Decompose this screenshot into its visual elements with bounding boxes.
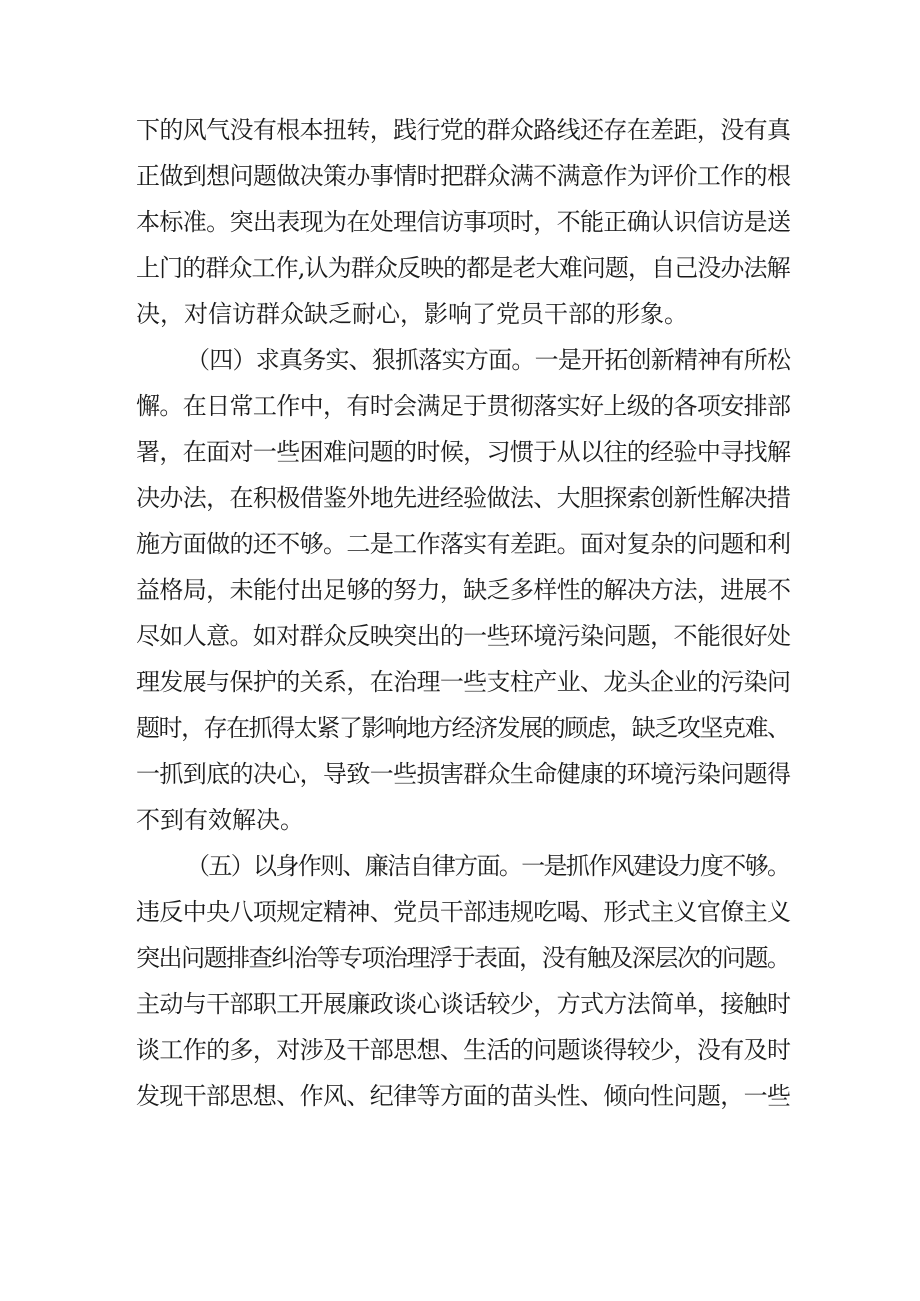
text-line: 下的风气没有根本扭转，践行党的群众路线还存在差距，没有真 [136,116,791,144]
text-line: 不到有效解决。 [136,806,304,834]
paragraph-3 [136,843,791,1119]
text-line: （四）求真务实、狠抓落实方面。一是开拓创新精神有所松 [186,346,791,374]
text-line: 一抓到底的决心，导致一些损害群众生命健康的环境污染问题得 [136,760,791,788]
text-line: 施方面做的还不够。二是工作落实有差距。面对复杂的问题和利 [136,530,791,558]
text-line: 违反中央八项规定精神、党员干部违规吃喝、形式主义官僚主义 [136,898,791,926]
paragraph-2 [136,337,791,843]
text-line: （五）以身作则、廉洁自律方面。一是抓作风建设力度不够。 [186,852,790,880]
text-line: 题时，存在抓得太紧了影响地方经济发展的顾虑，缺乏攻坚克难、 [136,714,790,742]
text-line: 益格局，未能付出足够的努力，缺乏多样性的解决方法，进展不 [136,576,791,604]
text-line: 发现干部思想、作风、纪律等方面的苗头性、倾向性问题，一些 [136,1082,791,1110]
text-line: 理发展与保护的关系，在治理一些支柱产业、龙头企业的污染问 [136,668,791,696]
text-line: 署，在面对一些困难问题的时候，习惯于从以往的经验中寻找解 [136,438,791,466]
text-line: 决，对信访群众缺乏耐心，影响了党员干部的形象。 [136,300,688,328]
paragraph-1 [136,107,791,337]
text-line: 突出问题排查纠治等专项治理浮于表面，没有触及深层次的问题。 [136,944,790,972]
text-line: 决办法，在积极借鉴外地先进经验做法、大胆探索创新性解决措 [136,484,791,512]
text-line: 懈。在日常工作中，有时会满足于贯彻落实好上级的各项安排部 [136,392,791,420]
text-line: 本标准。突出表现为在处理信访事项时，不能正确认识信访是送 [136,208,791,236]
text-line: 正做到想问题做决策办事情时把群众满不满意作为评价工作的根 [136,162,791,190]
text-line: 主动与干部职工开展廉政谈心谈话较少，方式方法简单，接触时 [136,990,791,1018]
text-line: 上门的群众工作,认为群众反映的都是老大难问题，自己没办法解 [136,254,790,282]
text-line: 尽如人意。如对群众反映突出的一些环境污染问题，不能很好处 [136,622,791,650]
text-line: 谈工作的多，对涉及干部思想、生活的问题谈得较少，没有及时 [136,1036,791,1064]
document-body [136,107,791,1119]
